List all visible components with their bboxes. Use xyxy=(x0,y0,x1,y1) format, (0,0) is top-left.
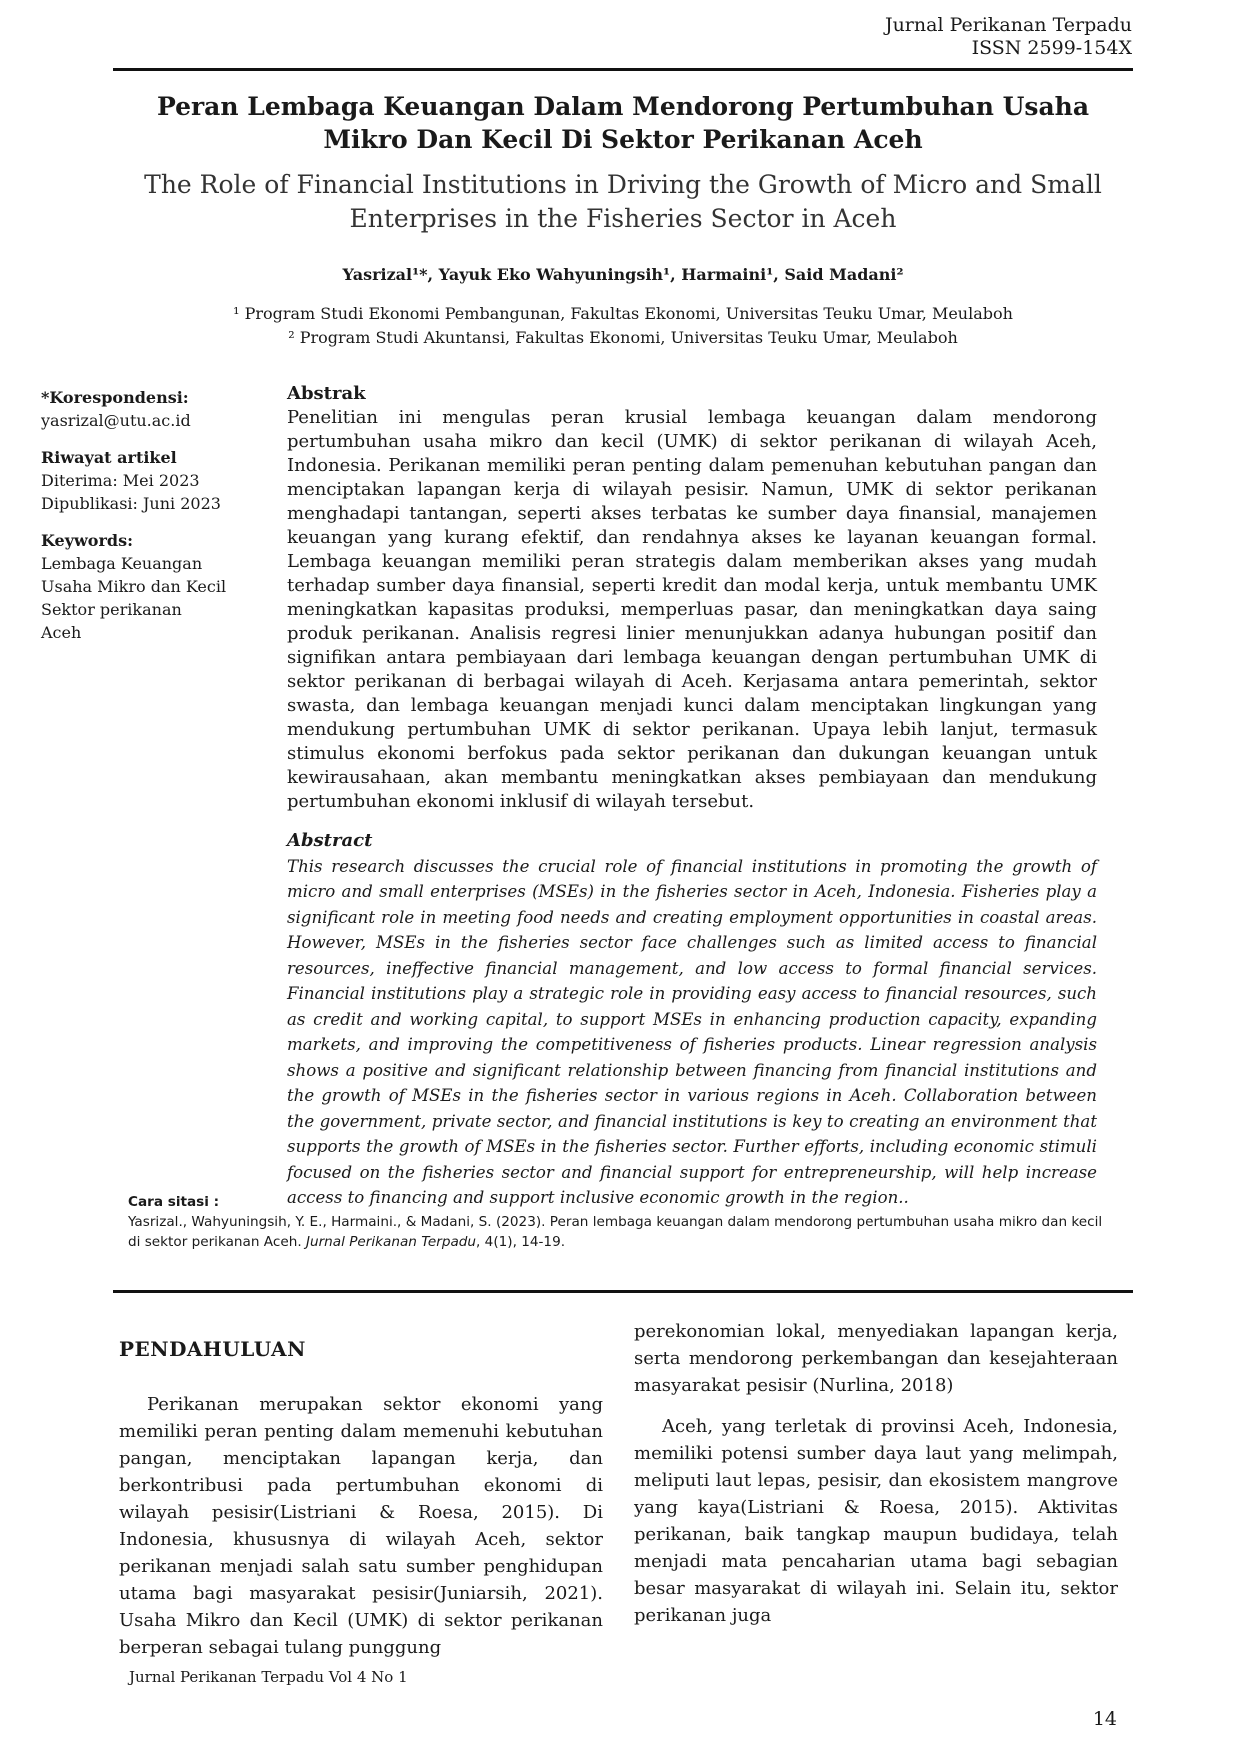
history-label: Riwayat artikel xyxy=(41,448,177,467)
body-paragraph: perekonomian lokal, menyediakan lapangan kerja, serta mendorong perkembangan dan kesejahteraan masyarakat pesisir (Nurlina, 2018) xyxy=(634,1321,1118,1396)
affiliation-1: ¹ Program Studi Ekonomi Pembangunan, Fakultas Ekonomi, Universitas Teuku Umar, Meulaboh xyxy=(233,304,1013,323)
body-paragraph: Aceh, yang terletak di provinsi Aceh, Indonesia, memiliki potensi sumber daya laut yang melimpah, meliputi laut lepas, pesisir, dan ekosistem mangrove yang kaya(Listriani & Roesa, 2015). Aktivitas perikanan, baik tangkap maupun budidaya, telah menjadi mata pencaharian utama bagi sebagian besar masyarakat di wilayah ini. Selain itu, sektor perikanan juga xyxy=(634,1416,1118,1626)
body-paragraph: Perikanan merupakan sektor ekonomi yang memiliki peran penting dalam memenuhi kebutuhan pangan, menciptakan lapangan kerja, dan berkontribusi pada pertumbuhan ekonomi di wilayah pesisir(Listriani & Roesa, 2015). Di Indonesia, khususnya di wilayah Aceh, sektor perikanan menjadi salah satu sumber penghidupan utama bagi masyarakat pesisir(Juniarsih, 2021). Usaha Mikro dan Kecil (UMK) di sektor perikanan berperan sebagai tulang punggung xyxy=(119,1394,603,1658)
citation-volume-pages: , 4(1), 14-19. xyxy=(476,1234,566,1250)
bottom-divider xyxy=(113,1290,1133,1293)
published-date: Dipublikasi: Juni 2023 xyxy=(41,494,221,513)
citation-reference: Yasrizal., Wahyuningsih, Y. E., Harmaini., & Madani, S. (2023). Peran lembaga keuangan dalam mendorong pertumbuhan usaha mikro dan kecil di sektor perikanan Aceh. xyxy=(128,1214,1103,1250)
received-date: Diterima: Mei 2023 xyxy=(41,471,200,490)
keyword-item: Aceh xyxy=(41,623,82,642)
top-divider xyxy=(113,68,1133,71)
body-column-right xyxy=(634,1318,1118,1643)
body-column-left xyxy=(119,1336,603,1661)
citation-text xyxy=(128,1212,1118,1252)
keywords-label: Keywords: xyxy=(41,531,134,550)
citation-journal: Jurnal Perikanan Terpadu xyxy=(305,1234,477,1250)
issn: ISSN 2599-154X xyxy=(971,37,1132,59)
abstract-heading: Abstract xyxy=(287,830,373,851)
title-indonesian: Peran Lembaga Keuangan Dalam Mendorong Pertumbuhan Usaha Mikro Dan Kecil Di Sektor Perikanan Aceh xyxy=(156,92,1090,154)
abstract-section xyxy=(287,828,1097,1211)
correspondence-label: *Korespondensi: xyxy=(41,388,189,407)
abstrak-heading: Abstrak xyxy=(287,383,366,404)
page-number: 14 xyxy=(1092,1708,1117,1730)
journal-name: Jurnal Perikanan Terpadu xyxy=(884,14,1132,36)
author-list: Yasrizal¹*, Yayuk Eko Wahyuningsih¹, Harmaini¹, Said Madani² xyxy=(342,265,904,284)
keyword-item: Usaha Mikro dan Kecil xyxy=(41,577,227,596)
citation-label: Cara sitasi : xyxy=(128,1194,220,1210)
running-header xyxy=(885,14,1132,60)
citation-block xyxy=(128,1192,1118,1252)
affiliations xyxy=(113,302,1133,350)
section-heading: PENDAHULUAN xyxy=(119,1337,306,1361)
abstract-text: This research discusses the crucial role of financial institutions in promoting the growth of micro and small enterprises (MSEs) in the fisheries sector in Aceh, Indonesia. Fisheries play a significant role in meeting food needs and creating employment opportunities in coastal areas. However, MSEs in the fisheries sector face challenges such as limited access to financial resources, ineffective financial management, and low access to formal financial services. Financial institutions play a strategic role in providing easy access to financial resources, such as credit and working capital, to support MSEs in enhancing production capacity, expanding markets, and improving the competitiveness of fisheries products. Linear regression analysis shows a positive and significant relationship between financing from financial institutions and the growth of MSEs in the fisheries sector in various regions in Aceh. Collaboration between the government, private sector, and financial institutions is key to creating an environment that supports the growth of MSEs in the fisheries sector. Further efforts, including economic stimuli focused on the fisheries sector and financial support for entrepreneurship, will help increase access to financing and support inclusive economic growth in the region.. xyxy=(287,856,1097,1207)
keyword-item: Lembaga Keuangan xyxy=(41,554,203,573)
keyword-item: Sektor perikanan xyxy=(41,600,182,619)
abstrak-text: Penelitian ini mengulas peran krusial lembaga keuangan dalam mendorong pertumbuhan usaha mikro dan kecil (UMK) di sektor perikanan di wilayah Aceh, Indonesia. Perikanan memiliki peran penting dalam pemenuhan kebutuhan pangan dan menciptakan lapangan kerja di wilayah pesisir. Namun, UMK di sektor perikanan menghadapi tantangan, seperti akses terbatas ke sumber daya finansial, manajemen keuangan yang kurang efektif, dan rendahnya akses ke layanan keuangan formal. Lembaga keuangan memiliki peran strategis dalam memberikan akses yang mudah terhadap sumber daya finansial, seperti kredit dan modal kerja, untuk membantu UMK meningkatkan kapasitas produksi, memperluas pasar, dan meningkatkan daya saing produk perikanan. Analisis regresi linier menunjukkan adanya hubungan positif dan signifikan antara pembiayaan dari lembaga keuangan dengan pertumbuhan UMK di sektor perikanan di berbagai wilayah di Aceh. Kerjasama antara pemerintah, sektor swasta, dan lembaga keuangan menjadi kunci dalam menciptakan lingkungan yang mendukung pertumbuhan UMK di sektor perikanan. Upaya lebih lanjut, termasuk stimulus ekonomi berfokus pada sektor perikanan dan dukungan keuangan untuk kewirausahaan, akan membantu meningkatkan akses pembiayaan dan mendukung pertumbuhan ekonomi inklusif di wilayah tersebut. xyxy=(287,407,1097,812)
footer-journal: Jurnal Perikanan Terpadu Vol 4 No 1 xyxy=(129,1668,408,1686)
article-info-sidebar xyxy=(41,386,271,658)
affiliation-2: ² Program Studi Akuntansi, Fakultas Ekonomi, Universitas Teuku Umar, Meulaboh xyxy=(288,328,958,347)
correspondence-email[interactable]: yasrizal@utu.ac.id xyxy=(41,411,191,430)
abstrak-section xyxy=(287,382,1097,814)
title-english: The Role of Financial Institutions in Driving the Growth of Micro and Small Enterprises in the Fisheries Sector in Aceh xyxy=(144,170,1102,233)
